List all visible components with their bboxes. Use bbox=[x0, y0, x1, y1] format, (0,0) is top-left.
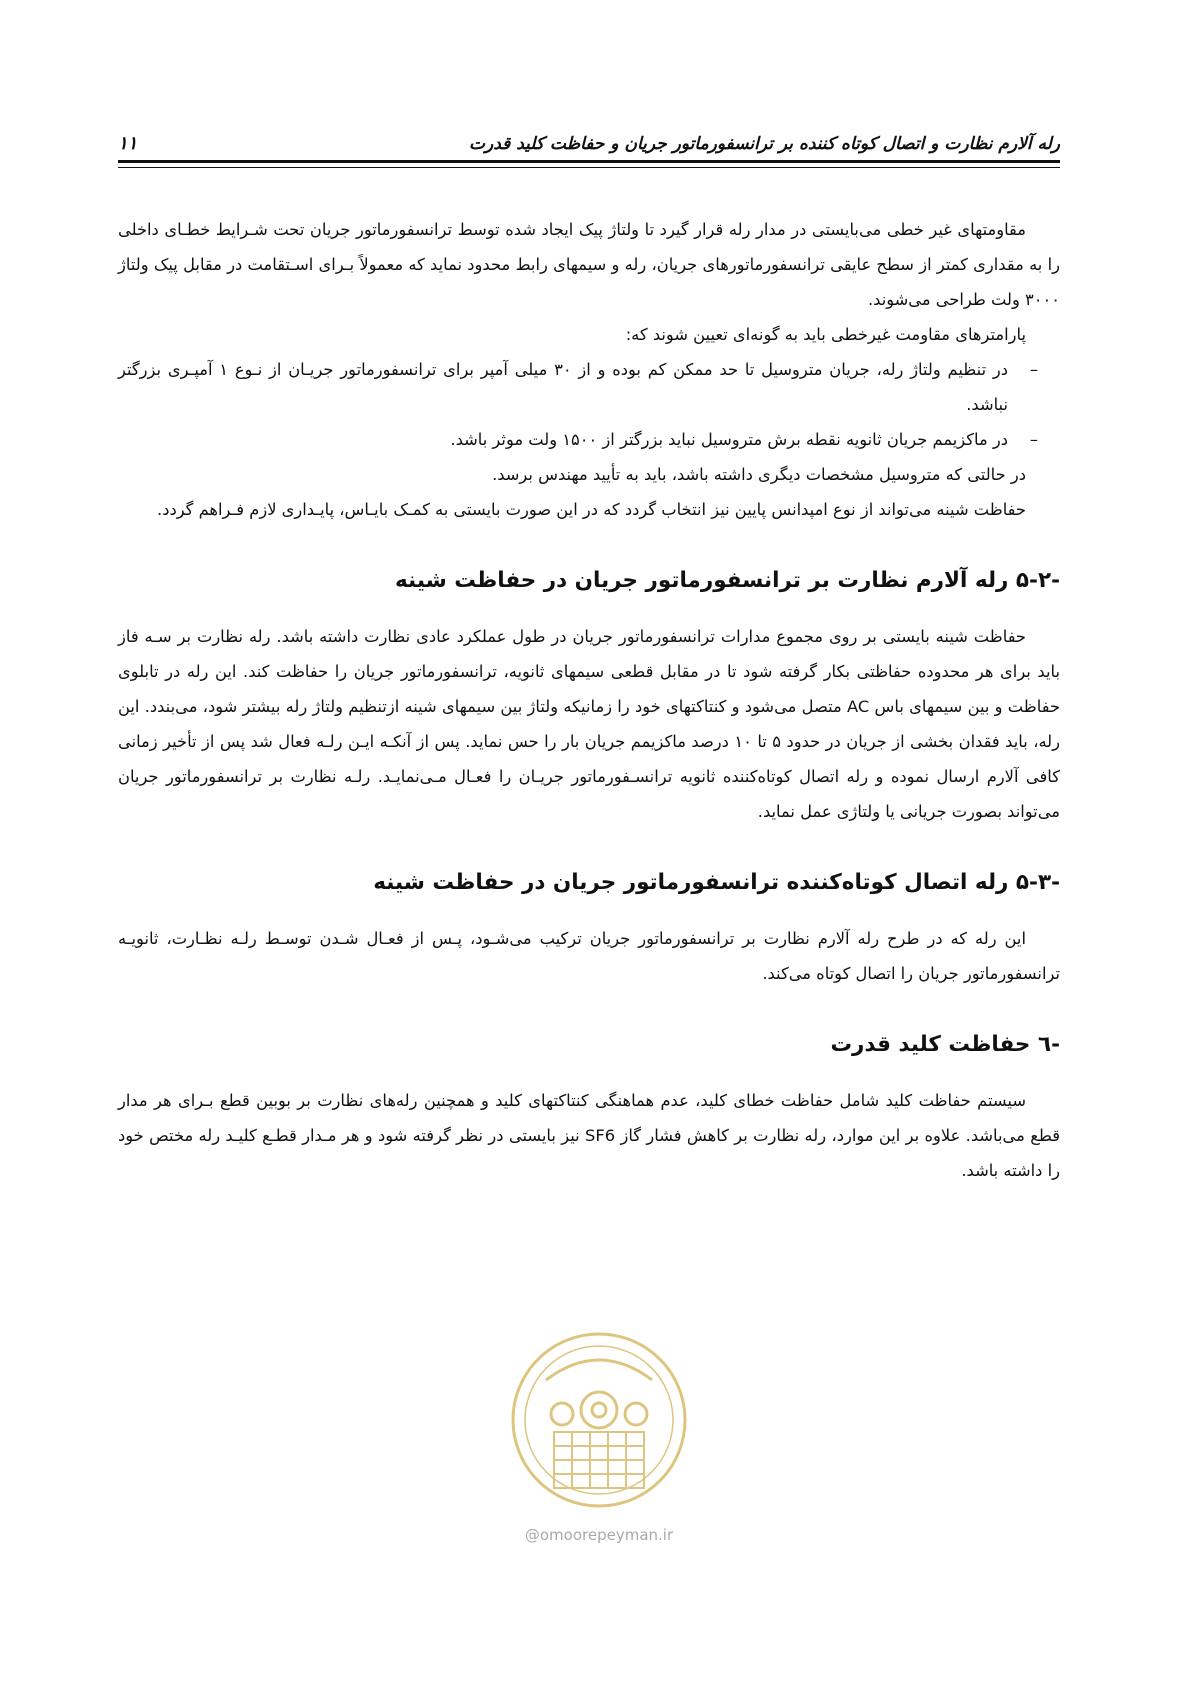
section-number: ۵-۲- bbox=[1015, 568, 1060, 593]
dash-bullet: – bbox=[1029, 360, 1039, 379]
watermark-seal bbox=[506, 1320, 692, 1560]
intro-paragraph-2: پارامترهای مقاومت غیرخطی باید به گونه‌ای تعیین شوند که: bbox=[625, 325, 1026, 344]
page-body bbox=[118, 212, 1060, 1188]
list-item bbox=[118, 352, 1060, 422]
section-5-2-body: حفاظت شینه بایستی بر روی مجموع مدارات ترانسفورماتور جریان در طول عملکرد عادی نظارت داشته باشد. رله نظارت بر سـه فاز باید برای هر محدوده حفاظتی بکار گرفته شود تا در مقابل قطعی سیمهای ثانویه، ترانسفورماتور جریان را حفاظت کند. این رله در تابلوی حفاظت و بین سیمهای باس AC متصل می‌شود و کنتاکتهای خود را زمانیکه ولتاژ بین سیمهای شینه ازتنظیم ولتاژ رله بیشتر شود، می‌بندد. این رله، باید فقدان بخشی از جریان در حدود ۵ تا ۱۰ درصد ماکزیمم جریان بار را حس نماید. پس از آنکـه ایـن رلـه فعال شد پس از تأخیر زمانی کافی آلارم ارسال نموده و رله اتصال کوتاه‌کننده ثانویه ترانسـفورماتور جریـان را فعـال مـی‌نمایـد. رلـه نظارت بر ترانسفورماتور جریان می‌تواند بصورت جریانی یا ولتاژی عمل نماید. bbox=[118, 627, 1061, 821]
section-heading-5-2 bbox=[118, 563, 1060, 599]
page-header bbox=[118, 128, 1060, 163]
section-number: ٦- bbox=[1037, 1032, 1060, 1057]
running-title: رله آلارم نظارت و اتصال کوتاه کننده بر ترانسفورماتور جریان و حفاظت کلید قدرت bbox=[469, 134, 1060, 154]
intro-paragraph-4: حفاظت شینه می‌تواند از نوع امپدانس پایین نیز انتخاب گردد که در این صورت بایستی به کمـک بایـاس، پایـداری لازم فـراهم گردد. bbox=[157, 500, 1026, 519]
section-heading-5-3 bbox=[118, 865, 1060, 901]
list-item-text: در تنظیم ولتاژ رله، جریان متروسیل تا حد ممکن کم بوده و از ۳۰ میلی آمپر برای ترانسفورماتور جریـان از نـوع ۱ آمپـری بزرگتر نباشد. bbox=[118, 360, 1009, 414]
list-item bbox=[118, 422, 1060, 457]
list-item-text: در ماکزیمم جریان ثانویه نقطه برش متروسیل نباید بزرگتر از ۱۵۰۰ ولت موثر باشد. bbox=[450, 430, 1008, 449]
intro-paragraph-1: مقاومتهای غیر خطی می‌بایستی در مدار رله قرار گیرد تا ولتاژ پیک ایجاد شده توسط ترانسفورماتور جریان تحت شـرایط خطـای داخلی را به مقداری کمتر از سطح عایقی ترانسفورماتورهای جریان، رله و سیمهای رابط محدود نماید که معمولاً بـرای اسـتقامت در مقابل پیک ولتاژ ۳۰۰۰ ولت طراحی می‌شوند. bbox=[118, 220, 1060, 309]
section-heading-6 bbox=[118, 1027, 1060, 1063]
section-5-3-body: این رله که در طرح رله آلارم نظارت بر ترانسفورماتور جریان ترکیب می‌شـود، پـس از فعـال شـدن توسـط رلـه نظـارت، ثانویـه ترانسفورماتور جریان را اتصال کوتاه می‌کند. bbox=[118, 929, 1060, 983]
section-title: حفاظت کلید قدرت bbox=[830, 1032, 1031, 1057]
page-number: ۱۱ bbox=[118, 133, 138, 154]
dash-bullet: – bbox=[1029, 430, 1039, 449]
intro-paragraph-3: در حالتی که متروسیل مشخصات دیگری داشته باشد، باید به تأیید مهندس برسد. bbox=[492, 465, 1026, 484]
section-title: رله آلارم نظارت بر ترانسفورماتور جریان در حفاظت شینه bbox=[395, 568, 1009, 593]
section-6-body: سیستم حفاظت کلید شامل حفاظت خطای کلید، عدم هماهنگی کنتاکتهای کلید و همچنین رله‌های نظارت بر بوبین قطع بـرای هر مدار قطع می‌باشد. علاوه بر این موارد، رله نظارت بر کاهش فشار گاز SF6 نیز بایستی در نظر گرفته شود و هر مـدار قطـع کلیـد رله مختص خود را داشته باشد. bbox=[118, 1091, 1060, 1180]
section-title: رله اتصال کوتاه‌کننده ترانسفورماتور جریان در حفاظت شینه bbox=[373, 870, 1009, 895]
seal-logo-icon bbox=[506, 1320, 692, 1520]
section-number: ۵-۳- bbox=[1015, 870, 1060, 895]
watermark-url: @omoorepeyman.ir bbox=[524, 1526, 674, 1544]
